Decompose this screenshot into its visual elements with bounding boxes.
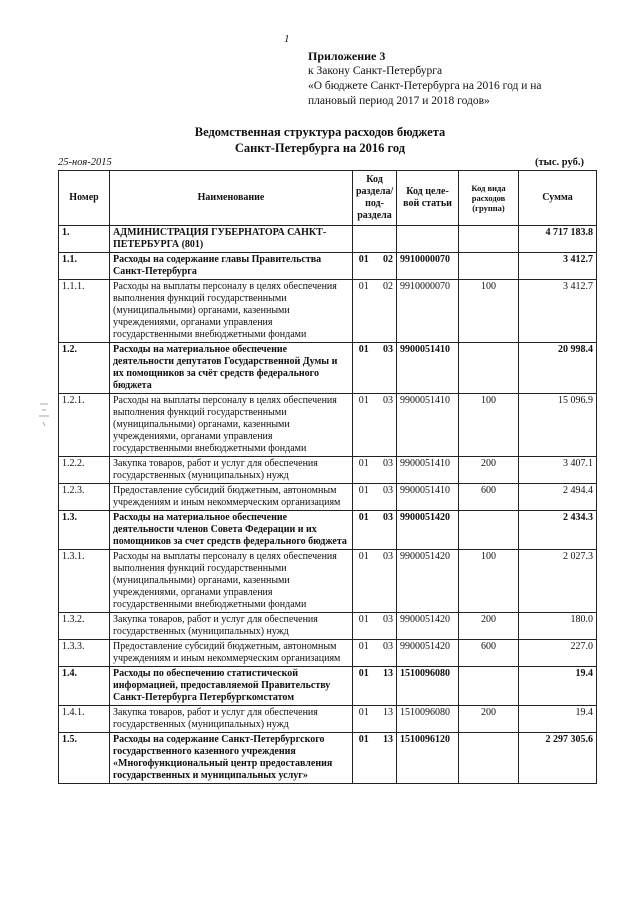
row-number: 1.3. — [59, 511, 110, 550]
table-row — [59, 343, 597, 394]
row-subsection: 03 — [375, 457, 397, 484]
row-name: Расходы на выплаты персоналу в целях обеспечения выполнения функций государственными (муниципальными) органами, казенными учреждениями, органами управления государственными внебюджетными фондами — [110, 280, 353, 343]
row-subsection: 13 — [375, 667, 397, 706]
row-sum: 20 998.4 — [519, 343, 597, 394]
row-sum: 227.0 — [519, 640, 597, 667]
row-kind: 200 — [459, 613, 519, 640]
row-name: Расходы на содержание Санкт-Петербургского государственного казенного учреждения «Многофункциональный центр предоставления государственных и муниципальных услуг» — [110, 733, 353, 784]
table-row — [59, 484, 597, 511]
row-article: 1510096080 — [397, 706, 459, 733]
row-subsection — [375, 226, 397, 253]
table-body — [59, 226, 597, 784]
row-subsection: 03 — [375, 640, 397, 667]
row-number: 1.3.2. — [59, 613, 110, 640]
row-subsection: 03 — [375, 613, 397, 640]
row-number: 1.2.2. — [59, 457, 110, 484]
title-line: Санкт-Петербурга на 2016 год — [234, 141, 406, 155]
header-name: Наименование — [110, 171, 353, 226]
appendix-title: Приложение 3 — [308, 49, 386, 63]
table-row — [59, 550, 597, 613]
row-name: Закупка товаров, работ и услуг для обеспечения государственных (муниципальных) нужд — [110, 457, 353, 484]
row-number: 1.2.3. — [59, 484, 110, 511]
header-section: Код раздела/ под-раздела — [353, 171, 397, 226]
row-section: 01 — [353, 484, 375, 511]
header-number: Номер — [59, 171, 110, 226]
table-row — [59, 733, 597, 784]
row-subsection: 02 — [375, 280, 397, 343]
row-kind: 100 — [459, 394, 519, 457]
document-title — [0, 124, 640, 156]
row-section: 01 — [353, 613, 375, 640]
table-row — [59, 280, 597, 343]
row-number: 1.2. — [59, 343, 110, 394]
row-section: 01 — [353, 667, 375, 706]
row-subsection: 03 — [375, 394, 397, 457]
table-row — [59, 226, 597, 253]
appendix-block — [308, 49, 628, 109]
table-row — [59, 511, 597, 550]
row-section: 01 — [353, 511, 375, 550]
row-sum: 3 412.7 — [519, 280, 597, 343]
header-kind: Код вида расходов (группа) — [459, 171, 519, 226]
row-sum: 2 297 305.6 — [519, 733, 597, 784]
row-name: Расходы на материальное обеспечение деятельности депутатов Государственной Думы и их помощников за счёт средств федерального бюджета — [110, 343, 353, 394]
row-kind — [459, 253, 519, 280]
header-sum: Сумма — [519, 171, 597, 226]
budget-table — [58, 170, 597, 784]
row-number: 1.1.1. — [59, 280, 110, 343]
row-subsection: 13 — [375, 733, 397, 784]
row-section: 01 — [353, 733, 375, 784]
table-row — [59, 706, 597, 733]
row-section: 01 — [353, 394, 375, 457]
title-line: Ведомственная структура расходов бюджета — [194, 125, 446, 139]
row-subsection: 13 — [375, 706, 397, 733]
row-section: 01 — [353, 640, 375, 667]
row-number: 1.3.3. — [59, 640, 110, 667]
row-article: 9900051410 — [397, 343, 459, 394]
table-row — [59, 640, 597, 667]
row-article: 1510096120 — [397, 733, 459, 784]
row-name: Расходы на выплаты персоналу в целях обеспечения выполнения функций государственными (муниципальными) органами, казенными учреждениями, органами управления государственными внебюджетными фондами — [110, 394, 353, 457]
row-sum: 2 434.3 — [519, 511, 597, 550]
row-kind: 100 — [459, 550, 519, 613]
row-article: 9900051420 — [397, 640, 459, 667]
appendix-line: «О бюджете Санкт-Петербурга на 2016 год и на — [308, 80, 542, 92]
row-number: 1.2.1. — [59, 394, 110, 457]
row-name: Расходы на выплаты персоналу в целях обеспечения выполнения функций государственными (муниципальными) органами, казенными учреждениями, органами управления государственными внебюджетными фондами — [110, 550, 353, 613]
row-section: 01 — [353, 253, 375, 280]
row-subsection: 02 — [375, 253, 397, 280]
units-label: (тыс. руб.) — [535, 157, 584, 168]
row-sum: 2 494.4 — [519, 484, 597, 511]
row-kind — [459, 511, 519, 550]
row-sum: 3 407.1 — [519, 457, 597, 484]
row-kind: 200 — [459, 457, 519, 484]
row-article: 9900051410 — [397, 394, 459, 457]
row-article: 9900051410 — [397, 484, 459, 511]
row-article: 9900051420 — [397, 511, 459, 550]
row-section: 01 — [353, 706, 375, 733]
row-subsection: 03 — [375, 484, 397, 511]
table-header-row — [59, 171, 597, 226]
document-date: 25-ноя-2015 — [58, 157, 112, 168]
row-section: 01 — [353, 280, 375, 343]
row-kind — [459, 226, 519, 253]
row-name: Предоставление субсидий бюджетным, автономным учреждениям и иным некоммерческим организациям — [110, 640, 353, 667]
table-row — [59, 457, 597, 484]
row-name: Расходы на содержание главы Правительства Санкт-Петербурга — [110, 253, 353, 280]
row-number: 1.4. — [59, 667, 110, 706]
row-section: 01 — [353, 343, 375, 394]
row-subsection: 03 — [375, 511, 397, 550]
row-name: АДМИНИСТРАЦИЯ ГУБЕРНАТОРА САНКТ-ПЕТЕРБУРГА (801) — [110, 226, 353, 253]
row-kind — [459, 733, 519, 784]
table-row — [59, 613, 597, 640]
row-sum: 180.0 — [519, 613, 597, 640]
header-article: Код целе-вой статьи — [397, 171, 459, 226]
row-article: 9910000070 — [397, 280, 459, 343]
page-number: 1 — [284, 33, 290, 45]
row-article: 9910000070 — [397, 253, 459, 280]
row-number: 1.1. — [59, 253, 110, 280]
row-kind: 200 — [459, 706, 519, 733]
row-sum: 19.4 — [519, 667, 597, 706]
row-name: Закупка товаров, работ и услуг для обеспечения государственных (муниципальных) нужд — [110, 706, 353, 733]
row-article: 9900051420 — [397, 550, 459, 613]
row-kind — [459, 343, 519, 394]
row-article: 9900051420 — [397, 613, 459, 640]
row-number: 1.4.1. — [59, 706, 110, 733]
row-kind: 100 — [459, 280, 519, 343]
row-section — [353, 226, 375, 253]
table-row — [59, 394, 597, 457]
row-article: 1510096080 — [397, 667, 459, 706]
row-name: Предоставление субсидий бюджетным, автономным учреждениям и иным некоммерческим организациям — [110, 484, 353, 511]
row-sum: 15 096.9 — [519, 394, 597, 457]
appendix-line: плановый период 2017 и 2018 годов» — [308, 95, 490, 107]
row-sum: 4 717 183.8 — [519, 226, 597, 253]
margin-scan-mark — [37, 402, 51, 428]
row-subsection: 03 — [375, 550, 397, 613]
appendix-line: к Закону Санкт-Петербурга — [308, 65, 443, 77]
row-number: 1. — [59, 226, 110, 253]
row-kind: 600 — [459, 484, 519, 511]
row-kind — [459, 667, 519, 706]
row-number: 1.3.1. — [59, 550, 110, 613]
row-section: 01 — [353, 550, 375, 613]
table-row — [59, 253, 597, 280]
row-name: Расходы по обеспечению статистической информацией, предоставляемой Правительству Санкт-Петербурга Петербургкомстатом — [110, 667, 353, 706]
row-number: 1.5. — [59, 733, 110, 784]
row-article: 9900051410 — [397, 457, 459, 484]
row-subsection: 03 — [375, 343, 397, 394]
row-kind: 600 — [459, 640, 519, 667]
row-article — [397, 226, 459, 253]
table-row — [59, 667, 597, 706]
row-sum: 19.4 — [519, 706, 597, 733]
row-sum: 3 412.7 — [519, 253, 597, 280]
row-sum: 2 027.3 — [519, 550, 597, 613]
row-name: Закупка товаров, работ и услуг для обеспечения государственных (муниципальных) нужд — [110, 613, 353, 640]
row-section: 01 — [353, 457, 375, 484]
row-name: Расходы на материальное обеспечение деятельности членов Совета Федерации и их помощников за счет средств федерального бюджета — [110, 511, 353, 550]
